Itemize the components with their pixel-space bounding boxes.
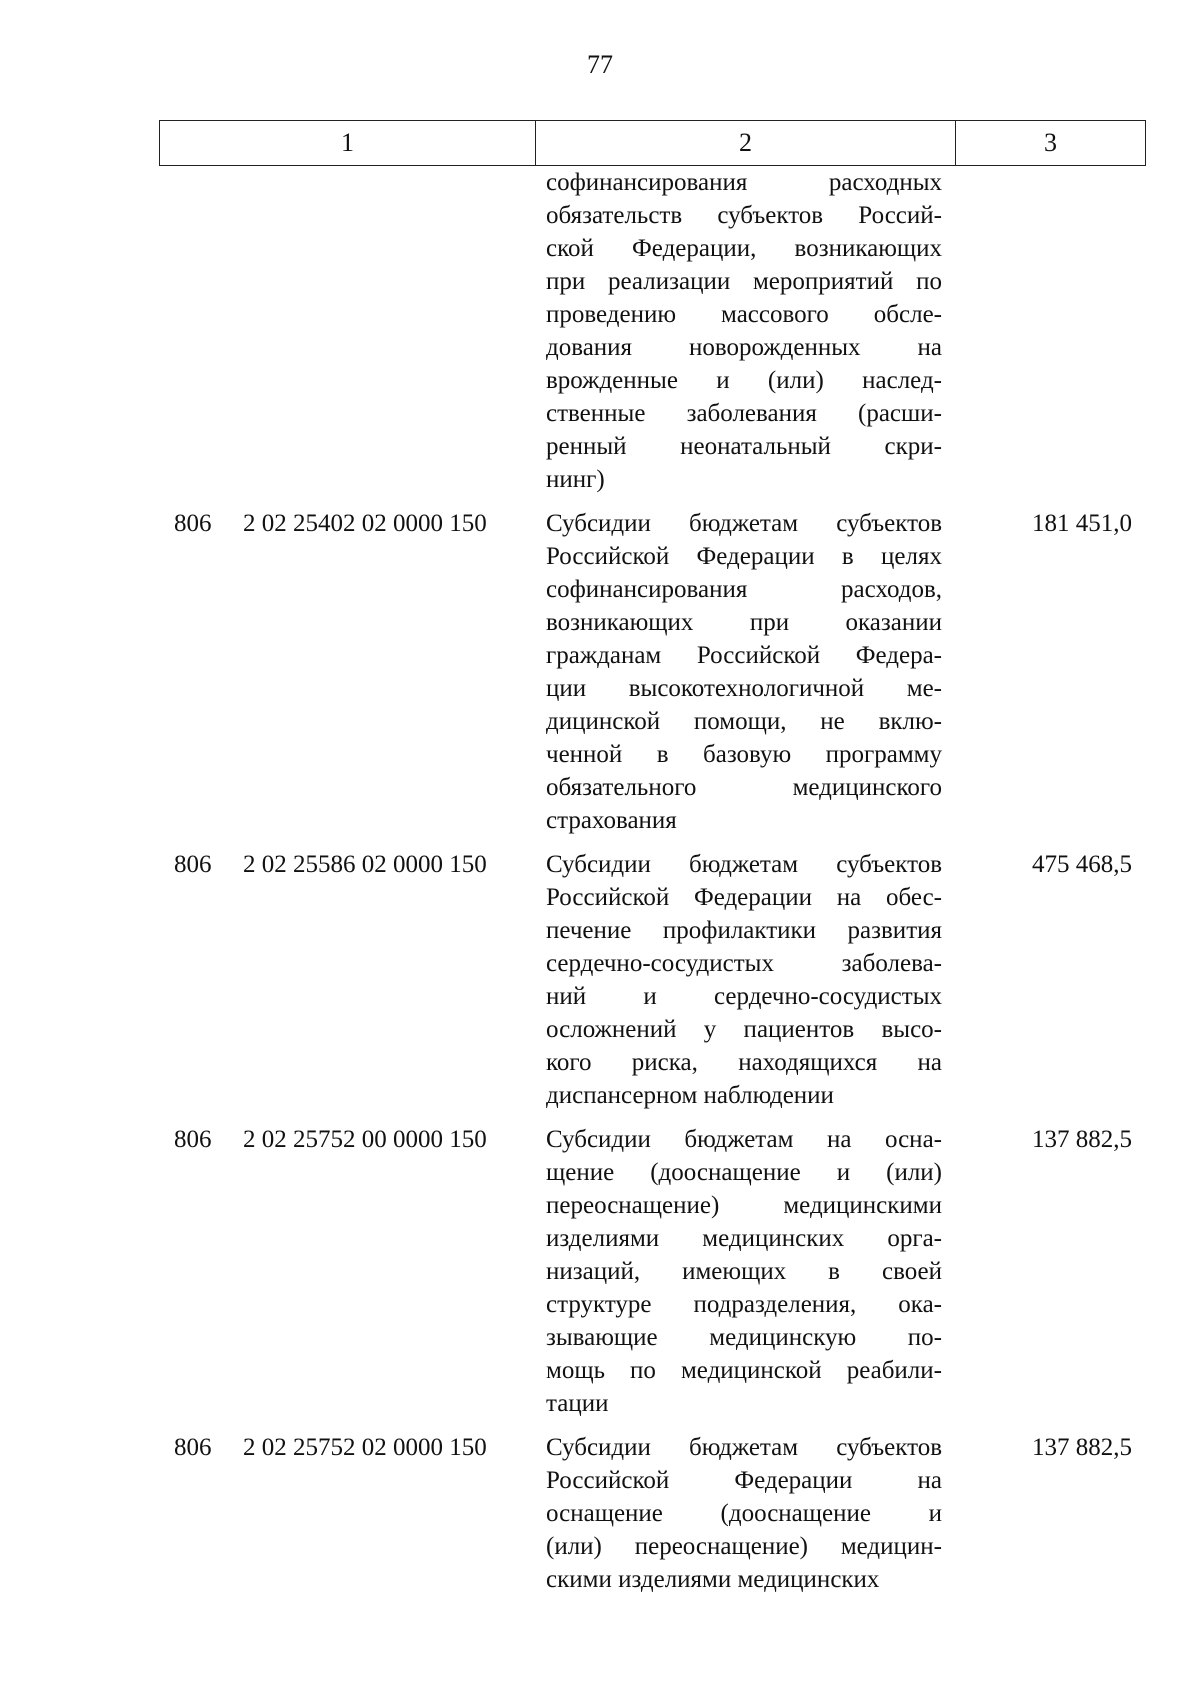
table-row: [159, 1123, 1142, 1420]
description-line: обязательств субъектов Россий-: [546, 202, 942, 229]
admin-code-cell: 806: [174, 510, 212, 537]
description-line: Субсидии бюджетам субъектов: [546, 1434, 942, 1461]
page-number: 77: [587, 50, 613, 79]
admin-code-cell: 806: [174, 1126, 212, 1153]
description-cell: [546, 848, 942, 1112]
description-line: кого риска, находящихся на: [546, 1049, 942, 1076]
budget-code-cell: 2 02 25402 02 0000 150: [243, 510, 487, 537]
description-line: проведению массового обсле-: [546, 301, 942, 328]
budget-code-cell: 2 02 25586 02 0000 150: [243, 851, 487, 878]
description-line: щение (дооснащение и (или): [546, 1159, 942, 1186]
description-line: оснащение (дооснащение и: [546, 1500, 942, 1527]
table-row: [159, 166, 1142, 496]
description-line: печение профилактики развития: [546, 917, 942, 944]
description-line: (или) переоснащение) медицин-: [546, 1533, 942, 1560]
description-line: ченной в базовую программу: [546, 741, 942, 768]
description-line: ции высокотехнологичной ме-: [546, 675, 942, 702]
description-line: тации: [546, 1390, 609, 1417]
header-col-3: 3: [956, 121, 1146, 166]
row-gap: [159, 1420, 1142, 1431]
description-line: изделиями медицинских орга-: [546, 1225, 942, 1252]
description-line: скими изделиями медицинских: [546, 1566, 880, 1593]
description-cell: [546, 1431, 942, 1596]
description-line: обязательного медицинского: [546, 774, 942, 801]
table-header: [159, 120, 1146, 166]
budget-code-cell: 2 02 25752 00 0000 150: [243, 1126, 487, 1153]
amount-cell: 137 882,5: [1032, 1434, 1132, 1461]
admin-code-cell: 806: [174, 1434, 212, 1461]
description-line: возникающих при оказании: [546, 609, 942, 636]
admin-code-cell: 806: [174, 851, 212, 878]
description-line: ренный неонатальный скри-: [546, 433, 942, 460]
description-line: сердечно-сосудистых заболева-: [546, 950, 942, 977]
description-line: Российской Федерации в целях: [546, 543, 942, 570]
description-line: осложнений у пациентов высо-: [546, 1016, 942, 1043]
description-line: врожденные и (или) наслед-: [546, 367, 942, 394]
table-row: [159, 1431, 1142, 1596]
description-line: низаций, имеющих в своей: [546, 1258, 942, 1285]
description-line: Субсидии бюджетам субъектов: [546, 851, 942, 878]
description-line: переоснащение) медицинскими: [546, 1192, 942, 1219]
description-line: зывающие медицинскую по-: [546, 1324, 942, 1351]
table-body: [159, 166, 1142, 1596]
header-col-2: 2: [536, 121, 956, 166]
description-line: ний и сердечно-сосудистых: [546, 983, 942, 1010]
description-line: гражданам Российской Федера-: [546, 642, 942, 669]
header-col-1: 1: [160, 121, 536, 166]
description-cell: [546, 507, 942, 837]
description-cell: [546, 166, 942, 496]
description-line: диспансерном наблюдении: [546, 1082, 834, 1109]
description-line: Субсидии бюджетам субъектов: [546, 510, 942, 537]
description-line: Российской Федерации на: [546, 1467, 942, 1494]
description-line: мощь по медицинской реабили-: [546, 1357, 942, 1384]
description-line: при реализации мероприятий по: [546, 268, 942, 295]
table-row: [159, 507, 1142, 837]
description-cell: [546, 1123, 942, 1420]
description-line: структуре подразделения, ока-: [546, 1291, 942, 1318]
table-row: [159, 848, 1142, 1112]
description-line: нинг): [546, 466, 605, 493]
description-line: ственные заболевания (расши-: [546, 400, 942, 427]
description-line: Российской Федерации на обес-: [546, 884, 942, 911]
amount-cell: 475 468,5: [1032, 851, 1132, 878]
row-gap: [159, 496, 1142, 507]
description-line: ской Федерации, возникающих: [546, 235, 942, 262]
row-gap: [159, 837, 1142, 848]
description-line: софинансирования расходов,: [546, 576, 942, 603]
description-line: дования новорожденных на: [546, 334, 942, 361]
budget-code-cell: 2 02 25752 02 0000 150: [243, 1434, 487, 1461]
amount-cell: 181 451,0: [1032, 510, 1132, 537]
description-line: Субсидии бюджетам на осна-: [546, 1126, 942, 1153]
row-gap: [159, 1112, 1142, 1123]
description-line: дицинской помощи, не вклю-: [546, 708, 942, 735]
description-line: софинансирования расходных: [546, 169, 942, 196]
amount-cell: 137 882,5: [1032, 1126, 1132, 1153]
description-line: страхования: [546, 807, 677, 834]
